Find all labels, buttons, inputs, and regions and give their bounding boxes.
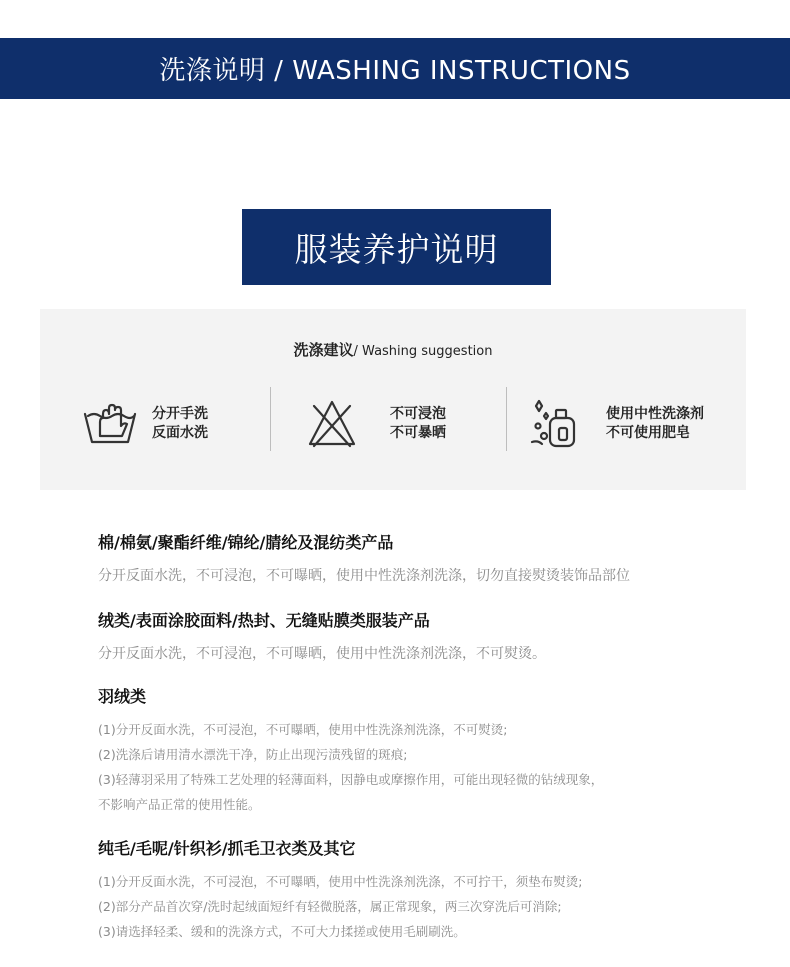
section-title: 棉/棉氨/聚酯纤维/锦纶/腈纶及混纺类产品 [98,533,394,552]
suggestion-text-3 [606,405,704,443]
section-title: 羽绒类 [98,687,147,706]
section-line: (1)分开反面水洗，不可浸泡，不可曝晒，使用中性洗涤剂洗涤，不可熨烫; [98,722,508,737]
suggestion-heading-cn: 洗涤建议 [293,341,354,359]
banner-title: 洗涤说明 / WASHING INSTRUCTIONS [159,56,631,86]
suggestion-text-1 [152,405,208,443]
section-velvet [98,608,758,663]
section-line: (1)分开反面水洗，不可浸泡，不可曝晒，使用中性洗涤剂洗涤，不可拧干，须垫布熨烫; [98,874,583,889]
divider [506,387,507,451]
washing-suggestion-panel [40,309,746,490]
suggestion-line: 反面水洗 [152,425,208,441]
suggestion-line: 不可暴晒 [390,425,446,441]
section-line: (2)洗涤后请用清水漂洗干净，防止出现污渍残留的斑痕; [98,747,408,762]
divider [270,387,271,451]
section-cotton [98,530,758,585]
suggestion-item-no-soak [304,389,446,459]
section-title: 绒类/表面涂胶面料/热封、无缝贴膜类服装产品 [98,611,430,630]
section-line: (3)轻薄羽采用了特殊工艺处理的轻薄面料，因静电或摩擦作用，可能出现轻微的钻绒现象， [98,772,604,787]
care-title-box [242,209,551,285]
top-banner [0,38,790,99]
suggestion-line: 使用中性洗涤剂 [606,406,704,422]
suggestion-item-neutral-detergent [528,389,704,459]
section-line: (3)请选择轻柔、缓和的洗涤方式，不可大力揉搓或使用毛刷刷洗。 [98,924,466,939]
suggestion-heading [40,339,746,360]
section-line: 不影响产品正常的使用性能。 [98,797,261,812]
suggestion-line: 分开手洗 [152,406,208,422]
neutral-detergent-icon [528,396,584,452]
suggestion-line: 不可浸泡 [390,406,446,422]
suggestion-text-2 [390,405,446,443]
section-line: 分开反面水洗，不可浸泡，不可曝晒，使用中性洗涤剂洗涤，不可熨烫。 [98,646,546,662]
no-soak-icon [304,396,360,452]
section-line: (2)部分产品首次穿/洗时起绒面短纤有轻微脱落，属正常现象，两三次穿洗后可消除; [98,899,562,914]
suggestion-line: 不可使用肥皂 [606,425,690,441]
hand-wash-icon [82,396,138,452]
section-wool [98,836,758,944]
care-title: 服装养护说明 [294,229,499,269]
suggestion-item-hand-wash [82,389,208,459]
section-down [98,684,758,817]
section-line: 分开反面水洗，不可浸泡，不可曝晒，使用中性洗涤剂洗涤，切勿直接熨烫装饰品部位 [98,568,630,584]
suggestion-heading-en: / Washing suggestion [353,344,493,359]
section-title: 纯毛/毛呢/针织衫/抓毛卫衣类及其它 [98,839,356,858]
